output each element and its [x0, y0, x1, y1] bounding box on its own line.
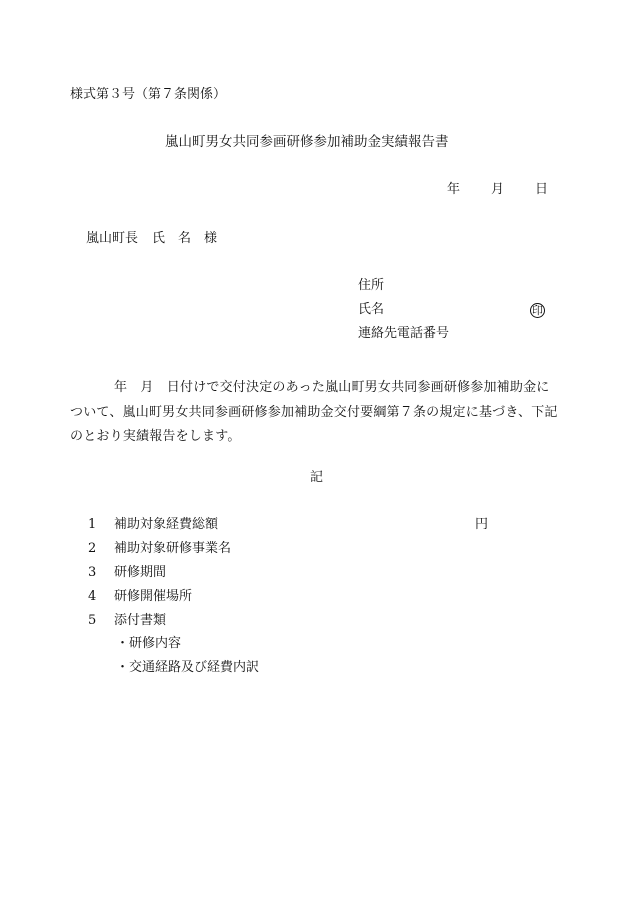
date-year-label: 年: [447, 182, 461, 197]
yen-unit: 円: [475, 517, 489, 532]
seal-mark: 印: [532, 304, 543, 317]
addressee-mei: 名: [178, 231, 192, 246]
list-item: [88, 542, 231, 555]
ki-heading: 記: [310, 470, 324, 485]
report-body-paragraph: [70, 376, 560, 450]
list-item: [88, 590, 192, 603]
addressee-honorific: 様: [204, 231, 218, 246]
item-number: 5: [88, 613, 97, 628]
addressee-org: 嵐山町長: [86, 231, 139, 246]
item-label: 補助対象研修事業名: [114, 541, 232, 556]
list-item: [88, 566, 166, 579]
document-title: 嵐山町男女共同参画研修参加補助金実績報告書: [165, 134, 449, 150]
date-day-label: 日: [535, 182, 549, 197]
item-label: 研修開催場所: [114, 589, 193, 604]
addressee: [86, 232, 217, 245]
addressee-shi: 氏: [152, 231, 166, 246]
applicant-name-label: 氏名: [358, 302, 385, 317]
item-label: 研修期間: [114, 565, 167, 580]
item-label: 補助対象経費総額: [114, 517, 219, 532]
applicant-address-label: 住所: [358, 278, 385, 293]
applicant-phone-label: 連絡先電話番号: [358, 326, 450, 341]
item-number: 3: [88, 565, 97, 580]
attachment-item: ・研修内容: [116, 636, 182, 651]
list-item: [88, 614, 166, 627]
item-label: 添付書類: [114, 613, 167, 628]
report-body-text: 年 月 日付けで交付決定のあった嵐山町男女共同参画研修参加補助金について、嵐山町男女共同参画研修参加補助金交付要綱第７条の規定に基づき、下記のとおり実績報告をします。: [70, 380, 558, 444]
attachment-item: ・交通経路及び経費内訳: [116, 660, 260, 675]
list-item: [88, 518, 218, 531]
item-number: 1: [88, 517, 97, 532]
item-number: 4: [88, 589, 97, 604]
item-number: 2: [88, 541, 97, 556]
date-month-label: 月: [491, 182, 505, 197]
form-number: 様式第３号（第７条関係）: [70, 87, 227, 102]
